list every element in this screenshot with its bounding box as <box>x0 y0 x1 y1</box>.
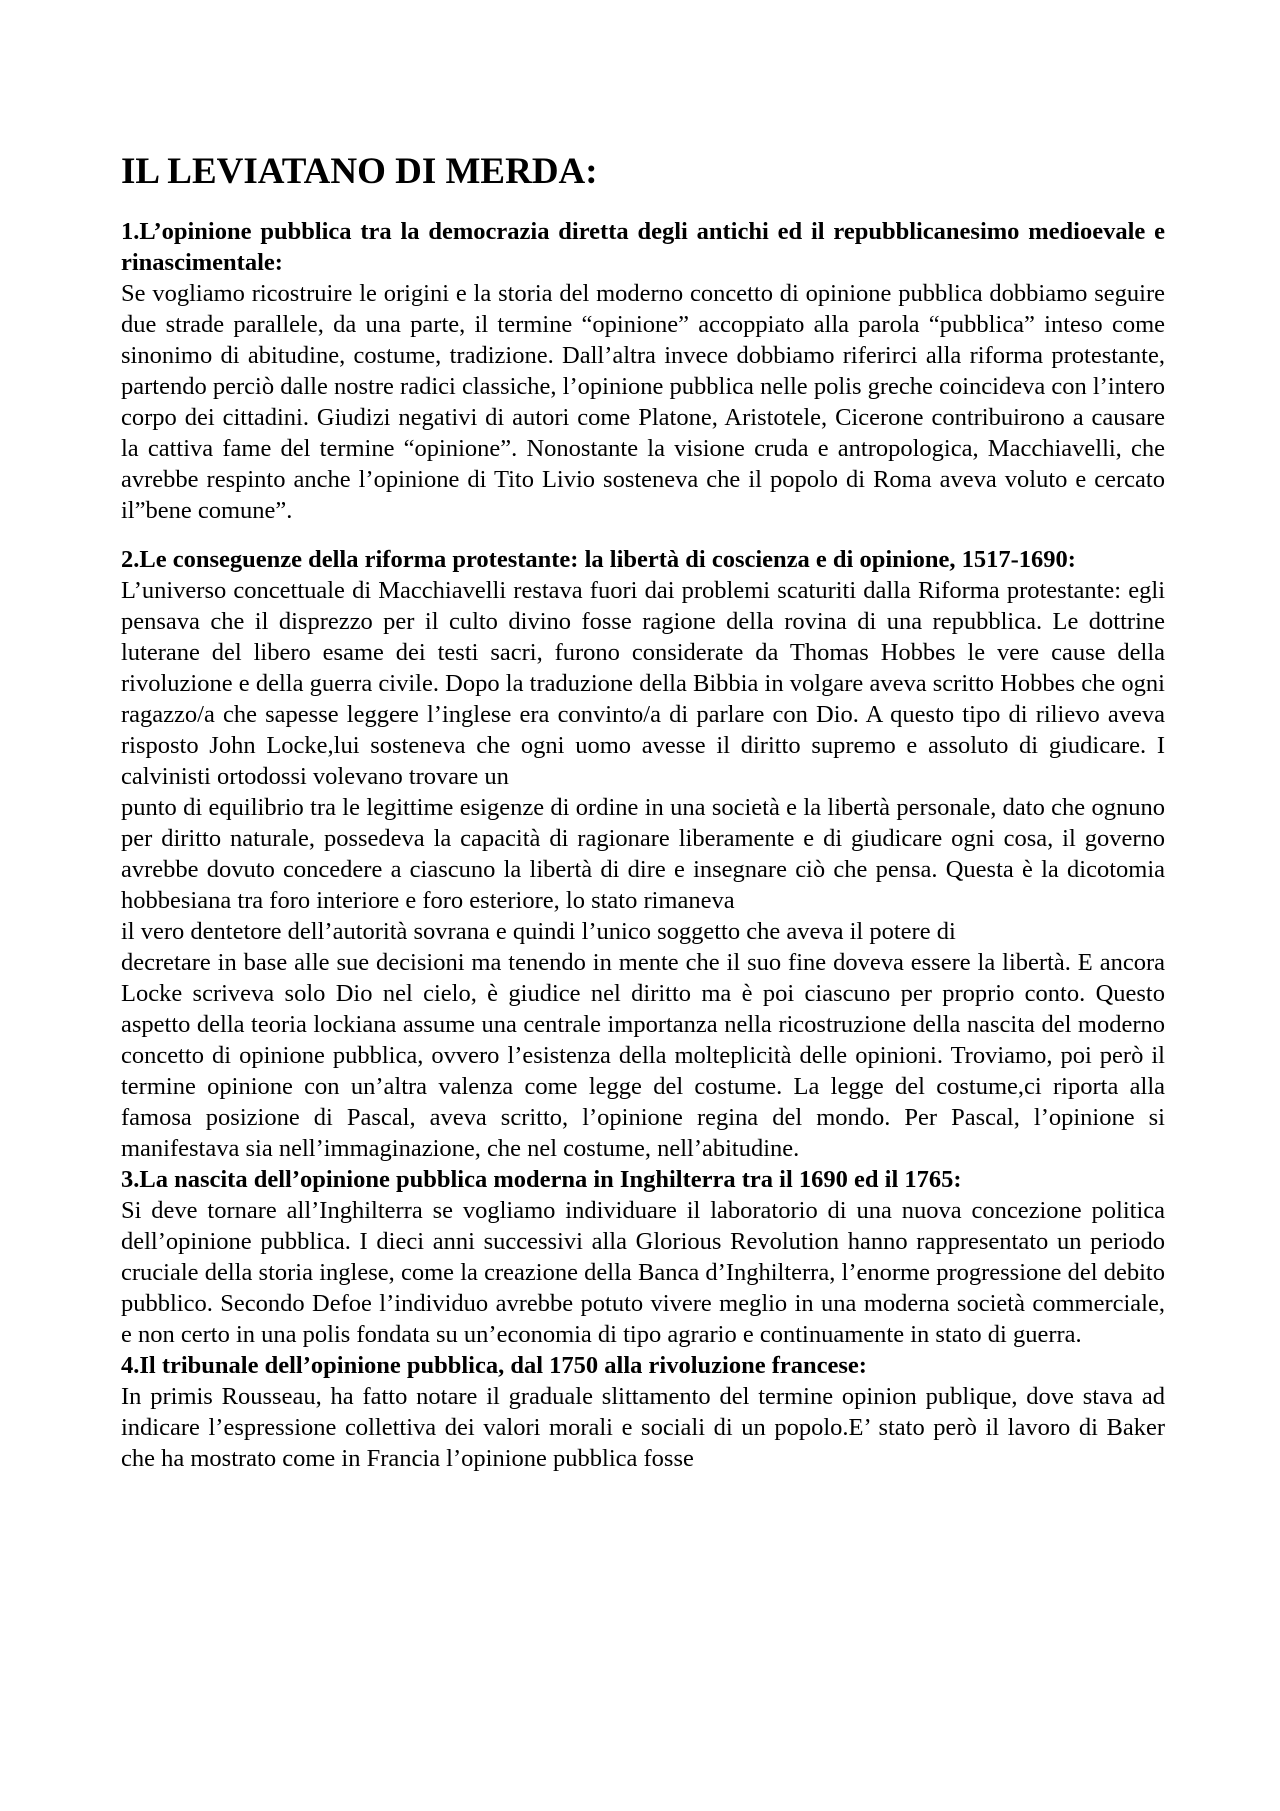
section-paragraph: L’universo concettuale di Macchiavelli restava fuori dai problemi scaturiti dalla Riforma protestante: egli pensava che il disprezzo per il culto divino fosse ragione della rovina di una repubblica. Le dottrine luterane del libero esame dei testi sacri, furono considerate da Thomas Hobbes le vere cause della rivoluzione e della guerra civile. Dopo la traduzione della Bibbia in volgare aveva scritto Hobbes che ogni ragazzo/a che sapesse leggere l’inglese era convinto/a di parlare con Dio. A questo tipo di rilievo aveva risposto John Locke,lui sosteneva che ogni uomo avesse il diritto supremo e assoluto di giudicare. I calvinisti ortodossi volevano trovare un <box>121 577 1165 790</box>
section-paragraph: punto di equilibrio tra le legittime esigenze di ordine in una società e la libertà personale, dato che ognuno per diritto naturale, possedeva la capacità di ragionare liberamente e di giudicare ogni cosa, il governo avrebbe dovuto concedere a ciascuno la libertà di dire e insegnare ciò che pensa. Questa è la dicotomia hobbesiana tra foro interiore e foro esteriore, lo stato rimaneva <box>121 794 1165 914</box>
section-paragraph: il vero dentetore dell’autorità sovrana e quindi l’unico soggetto che aveva il potere di <box>121 918 956 945</box>
section-2 <box>121 544 1165 1164</box>
section-spacer <box>121 526 1165 544</box>
document-page <box>121 150 1165 1474</box>
section-paragraph: In primis Rousseau, ha fatto notare il graduale slittamento del termine opinion publique, dove stava ad indicare l’espressione collettiva dei valori morali e sociali di un popolo.E’ stato però il lavoro di Baker che ha mostrato come in Francia l’opinione pubblica fosse <box>121 1383 1165 1472</box>
section-heading: 4.Il tribunale dell’opinione pubblica, dal 1750 alla rivoluzione francese: <box>121 1352 867 1379</box>
section-3 <box>121 1164 1165 1350</box>
section-4 <box>121 1350 1165 1474</box>
section-heading: 1.L’opinione pubblica tra la democrazia diretta degli antichi ed il repubblicanesimo medioevale e rinascimentale: <box>121 218 1165 276</box>
document-title: IL LEVIATANO DI MERDA: <box>121 151 598 192</box>
section-paragraph: Se vogliamo ricostruire le origini e la storia del moderno concetto di opinione pubblica dobbiamo seguire due strade parallele, da una parte, il termine “opinione” accoppiato alla parola “pubblica” inteso come sinonimo di abitudine, costume, tradizione. Dall’altra invece dobbiamo riferirci alla riforma protestante, partendo perciò dalle nostre radici classiche, l’opinione pubblica nelle polis greche coincideva con l’intero corpo dei cittadini. Giudizi negativi di autori come Platone, Aristotele, Cicerone contribuirono a causare la cattiva fame del termine “opinione”. Nonostante la visione cruda e antropologica, Macchiavelli, che avrebbe respinto anche l’opinione di Tito Livio sosteneva che il popolo di Roma aveva voluto e cercato il”bene comune”. <box>121 280 1165 524</box>
section-1 <box>121 216 1165 526</box>
section-paragraph: Si deve tornare all’Inghilterra se vogliamo individuare il laboratorio di una nuova concezione politica dell’opinione pubblica. I dieci anni successivi alla Glorious Revolution hanno rappresentato un periodo cruciale della storia inglese, come la creazione della Banca d’Inghilterra, l’enorme progressione del debito pubblico. Secondo Defoe l’individuo avrebbe potuto vivere meglio in una moderna società commerciale, e non certo in una polis fondata su un’economia di tipo agrario e continuamente in stato di guerra. <box>121 1197 1165 1348</box>
section-paragraph: decretare in base alle sue decisioni ma tenendo in mente che il suo fine doveva essere la libertà. E ancora Locke scriveva solo Dio nel cielo, è giudice nel diritto ma è poi ciascuno per proprio conto. Questo aspetto della teoria lockiana assume una centrale importanza nella ricostruzione della nascita del moderno concetto di opinione pubblica, ovvero l’esistenza della molteplicità delle opinioni. Troviamo, poi però il termine opinione con un’altra valenza come legge del costume. La legge del costume,ci riporta alla famosa posizione di Pascal, aveva scritto, l’opinione regina del mondo. Per Pascal, l’opinione si manifestava sia nell’immaginazione, che nel costume, nell’abitudine. <box>121 949 1165 1162</box>
section-heading: 2.Le conseguenze della riforma protestante: la libertà di coscienza e di opinione, 1517-1690: <box>121 546 1076 573</box>
section-heading: 3.La nascita dell’opinione pubblica moderna in Inghilterra tra il 1690 ed il 1765: <box>121 1166 962 1193</box>
